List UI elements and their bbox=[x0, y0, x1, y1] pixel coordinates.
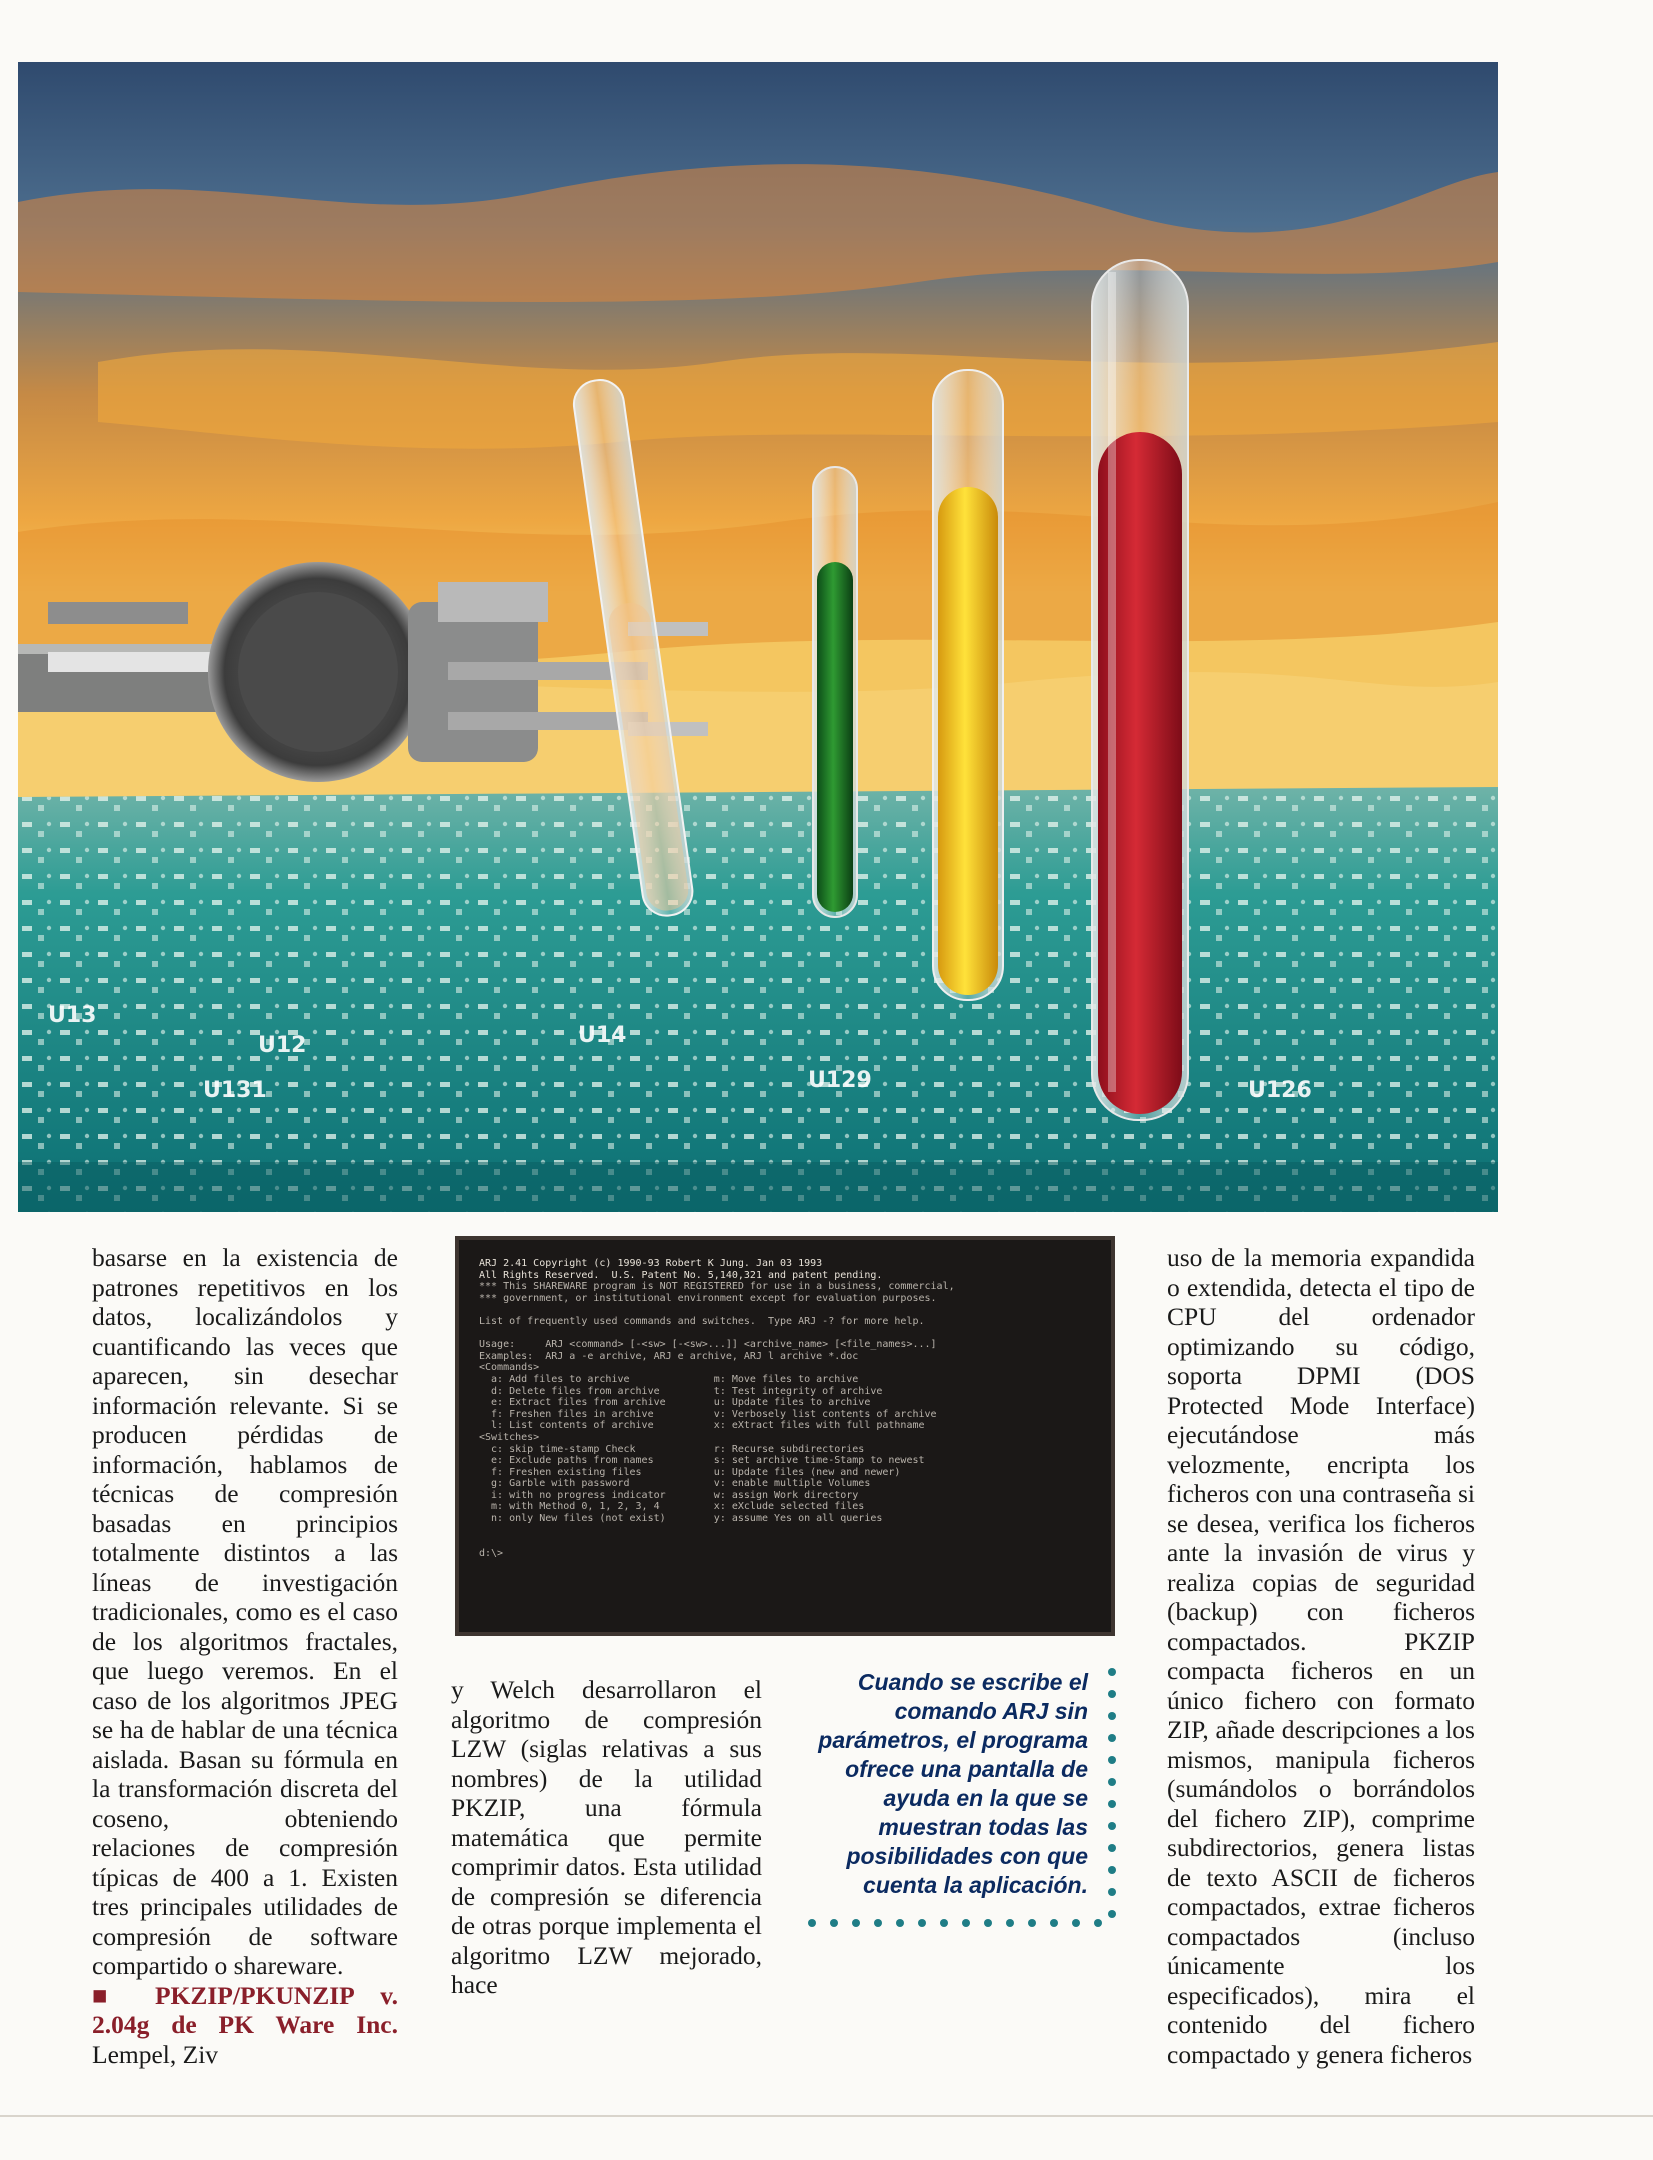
terminal-line: All Rights Reserved. U.S. Patent No. 5,140,321 and patent pending. bbox=[479, 1269, 883, 1281]
terminal-line: m: with Method 0, 1, 2, 3, 4 x: eXclude selected files bbox=[479, 1501, 865, 1513]
dot bbox=[1108, 1712, 1116, 1720]
dot bbox=[1108, 1756, 1116, 1764]
section-heading: ■ PKZIP/PKUNZIP v. 2.04g de PK Ware Inc. bbox=[92, 1980, 398, 2039]
dot bbox=[1108, 1668, 1116, 1676]
terminal-line: List of frequently used commands and switches. Type ARJ -? for more help. bbox=[479, 1315, 925, 1327]
dot bbox=[896, 1919, 904, 1927]
robot-arm-test-tubes-circuit-board-photo bbox=[18, 62, 1498, 1212]
terminal-line: *** government, or institutional environment except for evaluation purposes. bbox=[479, 1292, 937, 1304]
terminal-line: e: Extract files from archive u: Update files to archive bbox=[479, 1397, 871, 1409]
caption-dotted-border bbox=[1106, 1668, 1118, 1926]
terminal-line: ARJ 2.41 Copyright (c) 1990-93 Robert K Jung. Jan 03 1993 bbox=[479, 1258, 823, 1269]
dot bbox=[984, 1919, 992, 1927]
image-caption bbox=[808, 1668, 1098, 1900]
terminal-line: d: Delete files from archive t: Test integrity of archive bbox=[479, 1385, 883, 1397]
dot bbox=[1108, 1888, 1116, 1896]
terminal-line: Examples: ARJ a -e archive, ARJ e archive, ARJ l archive *.doc bbox=[479, 1350, 859, 1362]
dot bbox=[1108, 1844, 1116, 1852]
dot bbox=[852, 1919, 860, 1927]
dot bbox=[874, 1919, 882, 1927]
dot bbox=[1050, 1919, 1058, 1927]
board-label: U13 bbox=[48, 1003, 97, 1028]
terminal-line: e: Exclude paths from names s: set archive time-Stamp to newest bbox=[479, 1455, 925, 1467]
board-label: U131 bbox=[203, 1078, 267, 1103]
body-text: Lempel, Ziv bbox=[92, 2039, 219, 2069]
terminal-line: <Switches> bbox=[479, 1431, 540, 1443]
dot bbox=[1108, 1822, 1116, 1830]
terminal-line bbox=[479, 1328, 1091, 1340]
terminal-line bbox=[479, 1536, 1091, 1548]
dot bbox=[1094, 1919, 1102, 1927]
terminal-prompt: d:\> bbox=[479, 1547, 504, 1559]
board-label: U126 bbox=[1248, 1078, 1312, 1103]
hero-photo bbox=[18, 62, 1498, 1212]
board-label: U12 bbox=[258, 1033, 307, 1058]
page-bottom-rule bbox=[0, 2115, 1653, 2117]
board-label: U14 bbox=[578, 1023, 627, 1048]
dot bbox=[1072, 1919, 1080, 1927]
article-column-2 bbox=[451, 1675, 762, 2000]
dot bbox=[918, 1919, 926, 1927]
caption-text: Cuando se escribe el comando ARJ sin parámetros, el programa ofrece una pantalla de ayuda en la que se muestran todas las posibilidades con que cuenta la aplicación. bbox=[818, 1669, 1088, 1898]
body-text: basarse en la existencia de patrones repetitivos en los datos, localizándolos y cuantificando las veces que aparecen, sin desechar información relevante. Si se producen pérdidas de información, hablamos de técnicas de compresión basadas en principios totalmente distintos a las líneas de investigación tradicionales, como es el caso de los algoritmos fractales, que luego veremos. En el caso de los algoritmos JPEG se ha de hablar de una técnica aislada. Basan su fórmula en la transformación discreta del coseno, obteniendo relaciones de compresión típicas de 400 a 1. Existen tres principales utilidades de compresión de software compartido o shareware. bbox=[92, 1243, 398, 1980]
terminal-line: <Commands> bbox=[479, 1362, 540, 1374]
terminal-line bbox=[479, 1525, 1091, 1537]
article-column-4 bbox=[1167, 1243, 1475, 2069]
terminal-line: Usage: ARJ <command> [-<sw> [-<sw>...]] <archive_name> [<file_names>...] bbox=[479, 1339, 937, 1351]
dot bbox=[1108, 1690, 1116, 1698]
dot bbox=[1108, 1800, 1116, 1808]
dot bbox=[940, 1919, 948, 1927]
terminal-line: f: Freshen files in archive v: Verbosely list contents of archive bbox=[479, 1408, 937, 1420]
body-text: uso de la memoria expandida o extendida, detecta el tipo de CPU del ordenador optimizando su código, soporta DPMI (DOS Protected Mode Interface) ejecutándose más velozmente, encripta los ficheros con una contraseña si se desea, verifica los ficheros ante la invasión de virus y realiza copias de seguridad (backup) con ficheros compactados. PKZIP compacta ficheros en un único fichero con formato ZIP, añade descripciones a los mismos, manipula ficheros (sumándolos o borrándolos del fichero ZIP), comprime subdirectorios, genera listas de texto ASCII de ficheros compactados, extrae ficheros compactados (incluso únicamente los especificados), mira el contenido del fichero compactado y genera ficheros bbox=[1167, 1243, 1475, 2069]
dot bbox=[1006, 1919, 1014, 1927]
dot bbox=[808, 1919, 816, 1927]
terminal-line: c: skip time-stamp Check r: Recurse subdirectories bbox=[479, 1443, 865, 1455]
body-text: y Welch desarrollaron el algoritmo de compresión LZW (siglas relativas a sus nombres) de la utilidad PKZIP, una fórmula matemática que permite comprimir datos. Esta utilidad de compresión se diferencia de otras porque implementa el algoritmo LZW mejorado, hace bbox=[451, 1675, 762, 1999]
dot bbox=[1028, 1919, 1036, 1927]
caption-dotted-border bbox=[808, 1917, 1118, 1929]
article-column-1 bbox=[92, 1243, 398, 2069]
dot bbox=[830, 1919, 838, 1927]
terminal-line bbox=[479, 1304, 1091, 1316]
terminal-line: n: only New files (not exist) y: assume Yes on all queries bbox=[479, 1513, 883, 1525]
board-label: U129 bbox=[808, 1068, 872, 1093]
dot bbox=[1108, 1866, 1116, 1874]
terminal-screenshot bbox=[455, 1236, 1115, 1636]
terminal-line: a: Add files to archive m: Move files to archive bbox=[479, 1373, 859, 1385]
dot bbox=[1108, 1734, 1116, 1742]
dot bbox=[1108, 1778, 1116, 1786]
terminal-line: i: with no progress indicator w: assign Work directory bbox=[479, 1489, 859, 1501]
terminal-line: f: Freshen existing files u: Update files (new and newer) bbox=[479, 1466, 901, 1478]
terminal-line: l: List contents of archive x: eXtract files with full pathname bbox=[479, 1420, 925, 1432]
terminal-line: *** This SHAREWARE program is NOT REGISTERED for use in a business, commercial, bbox=[479, 1281, 955, 1293]
terminal-line: g: Garble with password v: enable multiple Volumes bbox=[479, 1478, 871, 1490]
dot bbox=[962, 1919, 970, 1927]
